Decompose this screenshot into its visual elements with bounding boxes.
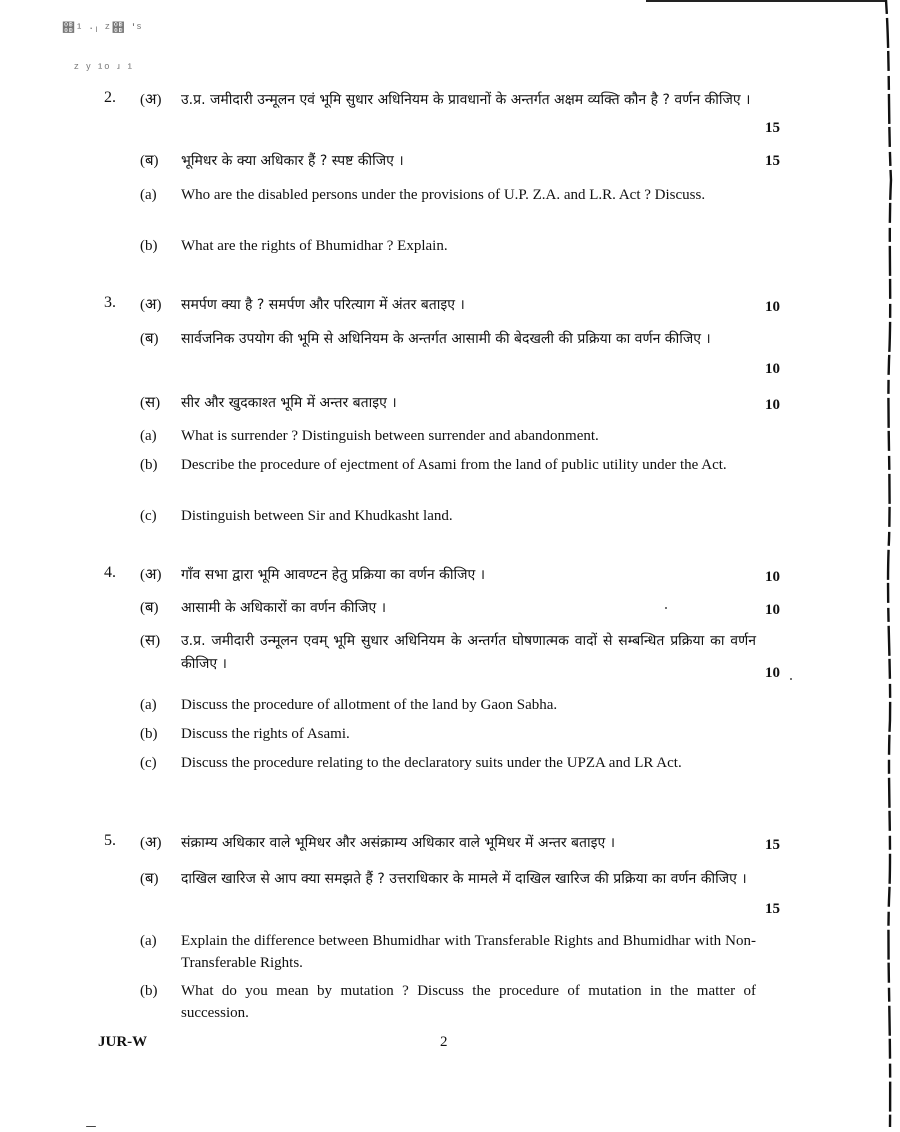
part-text: What is surrender ? Distinguish between surrender and abandonment. bbox=[181, 428, 599, 444]
question-number: 2. bbox=[104, 89, 116, 106]
part-label: (ब) bbox=[140, 871, 159, 887]
part-label: (b) bbox=[140, 457, 158, 473]
part-text: Discuss the rights of Asami. bbox=[181, 726, 350, 742]
marks: 10 bbox=[765, 665, 780, 681]
scan-speck bbox=[665, 607, 667, 609]
part-label: (ब) bbox=[140, 600, 159, 616]
part-label: (अ) bbox=[140, 835, 162, 851]
marks: 10 bbox=[765, 569, 780, 585]
part-text: Explain the difference between Bhumidhar with Transferable Rights and Bhumidhar with Non-Transferable Rights. bbox=[181, 933, 756, 971]
part-text: उ.प्र. जमीदारी उन्मूलन एवम् भूमि सुधार अधिनियम के अन्तर्गत घोषणात्मक वादों से सम्बन्धित प्रक्रिया का वर्णन कीजिए । bbox=[181, 633, 756, 672]
part-label: (स) bbox=[140, 633, 161, 649]
paper-code: JUR-W bbox=[98, 1034, 148, 1050]
part-label: (अ) bbox=[140, 567, 162, 583]
scanned-page-edge bbox=[884, 0, 894, 1127]
scan-mark-top: ஋¹ ·ₗ ᶻ஋ ʹˢ bbox=[62, 20, 144, 35]
part-text: What are the rights of Bhumidhar ? Explain. bbox=[181, 238, 448, 254]
part-label: (a) bbox=[140, 187, 157, 203]
scan-mark-second: ᶻ ʸ ¹ᵒ ʴ ¹ bbox=[74, 60, 134, 75]
part-text: सीर और खुदकाश्त भूमि में अन्तर बताइए । bbox=[181, 395, 397, 411]
part-label: (b) bbox=[140, 238, 158, 254]
part-label: (b) bbox=[140, 983, 158, 999]
part-text: Distinguish between Sir and Khudkasht land. bbox=[181, 508, 453, 524]
part-text: आसामी के अधिकारों का वर्णन कीजिए । bbox=[181, 600, 387, 616]
part-text: गाँव सभा द्वारा भूमि आवण्टन हेतु प्रक्रिया का वर्णन कीजिए । bbox=[181, 567, 486, 583]
part-text: Discuss the procedure relating to the declaratory suits under the UPZA and LR Act. bbox=[181, 755, 682, 771]
marks: 15 bbox=[765, 901, 780, 917]
page-number: 2 bbox=[440, 1034, 448, 1050]
scan-speck bbox=[790, 678, 792, 680]
part-label: (ब) bbox=[140, 153, 159, 169]
marks: 10 bbox=[765, 397, 780, 413]
marks: 15 bbox=[765, 837, 780, 853]
part-label: (स) bbox=[140, 395, 161, 411]
top-border-line bbox=[646, 0, 886, 2]
part-text: दाखिल खारिज से आप क्या समझते हैं ? उत्तराधिकार के मामले में दाखिल खारिज की प्रक्रिया का वर्णन कीजिए । bbox=[181, 871, 747, 887]
part-text: उ.प्र. जमीदारी उन्मूलन एवं भूमि सुधार अधिनियम के प्रावधानों के अन्तर्गत अक्षम व्यक्ति कौन है ? वर्णन कीजिए । bbox=[181, 92, 751, 108]
part-text: What do you mean by mutation ? Discuss the procedure of mutation in the matter of succession. bbox=[181, 983, 756, 1021]
part-text: Discuss the procedure of allotment of the land by Gaon Sabha. bbox=[181, 697, 558, 713]
part-label: (c) bbox=[140, 508, 157, 524]
part-text: संक्राम्य अधिकार वाले भूमिधर और असंक्राम्य अधिकार वाले भूमिधर में अन्तर बताइए । bbox=[181, 835, 616, 851]
marks: 10 bbox=[765, 602, 780, 618]
part-label: (b) bbox=[140, 726, 158, 742]
marks: 15 bbox=[765, 153, 780, 169]
marks: 10 bbox=[765, 361, 780, 377]
part-label: (अ) bbox=[140, 92, 162, 108]
part-text: समर्पण क्या है ? समर्पण और परित्याग में अंतर बताइए । bbox=[181, 297, 465, 313]
part-text: Who are the disabled persons under the provisions of U.P. Z.A. and L.R. Act ? Discuss. bbox=[181, 187, 706, 203]
question-number: 5. bbox=[104, 832, 116, 849]
part-label: (a) bbox=[140, 933, 157, 949]
marks: 15 bbox=[765, 120, 780, 136]
question-number: 4. bbox=[104, 564, 116, 581]
part-label: (ब) bbox=[140, 331, 159, 347]
part-label: (a) bbox=[140, 697, 157, 713]
part-text: सार्वजनिक उपयोग की भूमि से अधिनियम के अन्तर्गत आसामी की बेदखली की प्रक्रिया का वर्णन कीजिए । bbox=[181, 331, 711, 347]
question-number: 3. bbox=[104, 294, 116, 311]
part-text: Describe the procedure of ejectment of Asami from the land of public utility under the Act. bbox=[181, 457, 727, 473]
part-label: (a) bbox=[140, 428, 157, 444]
marks: 10 bbox=[765, 299, 780, 315]
part-label: (अ) bbox=[140, 297, 162, 313]
part-label: (c) bbox=[140, 755, 157, 771]
part-text: भूमिधर के क्या अधिकार हैं ? स्पष्ट कीजिए । bbox=[181, 153, 404, 169]
